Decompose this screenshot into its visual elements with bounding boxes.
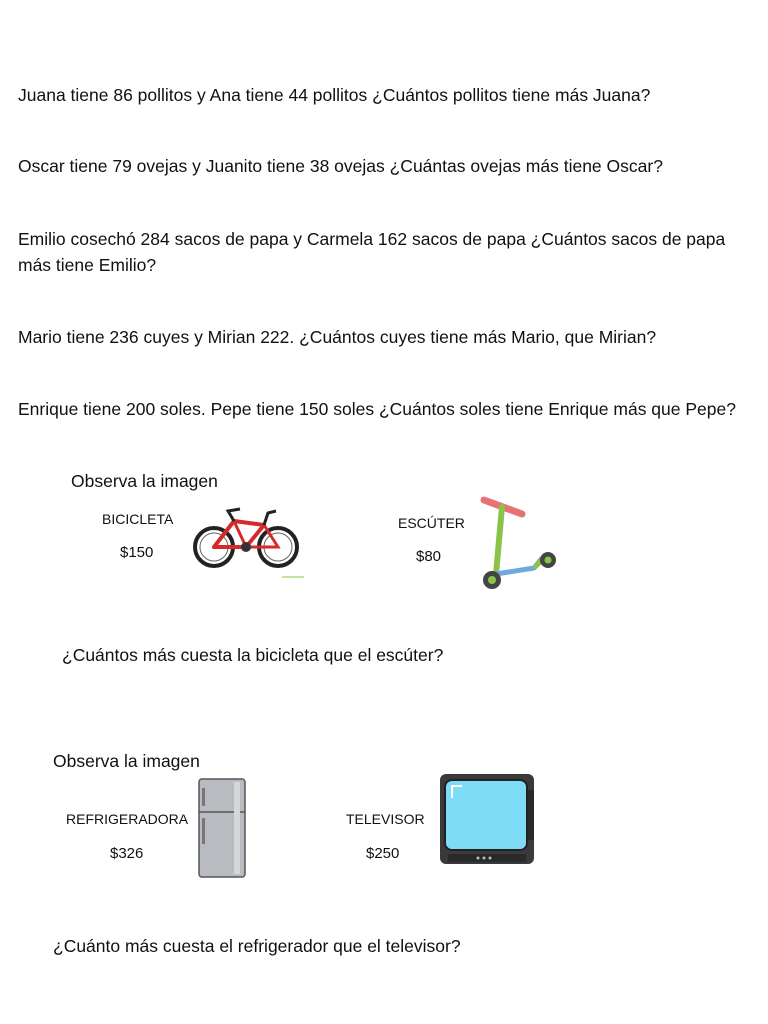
question-4: Mario tiene 236 cuyes y Mirian 222. ¿Cuántos cuyes tiene más Mario, que Mirian? <box>18 327 657 347</box>
section-2-question: ¿Cuánto más cuesta el refrigerador que el televisor? <box>53 936 461 956</box>
television-label: TELEVISOR <box>346 811 425 827</box>
television-price: $250 <box>366 845 400 862</box>
question-2: Oscar tiene 79 ovejas y Juanito tiene 38 ovejas ¿Cuántas ovejas más tiene Oscar? <box>18 156 663 176</box>
question-3: Emilio cosechó 284 sacos de papa y Carmela 162 sacos de papa ¿Cuántos sacos de papa más tiene Emilio? <box>18 229 726 275</box>
bicycle-label: BICICLETA <box>102 511 174 527</box>
bicycle-icon <box>188 503 306 583</box>
section-2-heading: Observa la imagen <box>53 751 200 771</box>
question-5: Enrique tiene 200 soles. Pepe tiene 150 soles ¿Cuántos soles tiene Enrique más que Pepe? <box>18 399 736 419</box>
refrigerator-price: $326 <box>110 845 144 862</box>
television-icon <box>438 772 538 870</box>
refrigerator-icon <box>196 776 248 880</box>
section-1-heading: Observa la imagen <box>71 471 218 491</box>
scooter-label: ESCÚTER <box>398 515 465 531</box>
bicycle-price: $150 <box>120 544 154 561</box>
refrigerator-label: REFRIGERADORA <box>66 811 189 827</box>
scooter-price: $80 <box>416 548 442 565</box>
section-1-question: ¿Cuántos más cuesta la bicicleta que el escúter? <box>62 645 444 665</box>
question-1: Juana tiene 86 pollitos y Ana tiene 44 pollitos ¿Cuántos pollitos tiene más Juana? <box>18 85 651 105</box>
scooter-icon <box>476 494 562 596</box>
